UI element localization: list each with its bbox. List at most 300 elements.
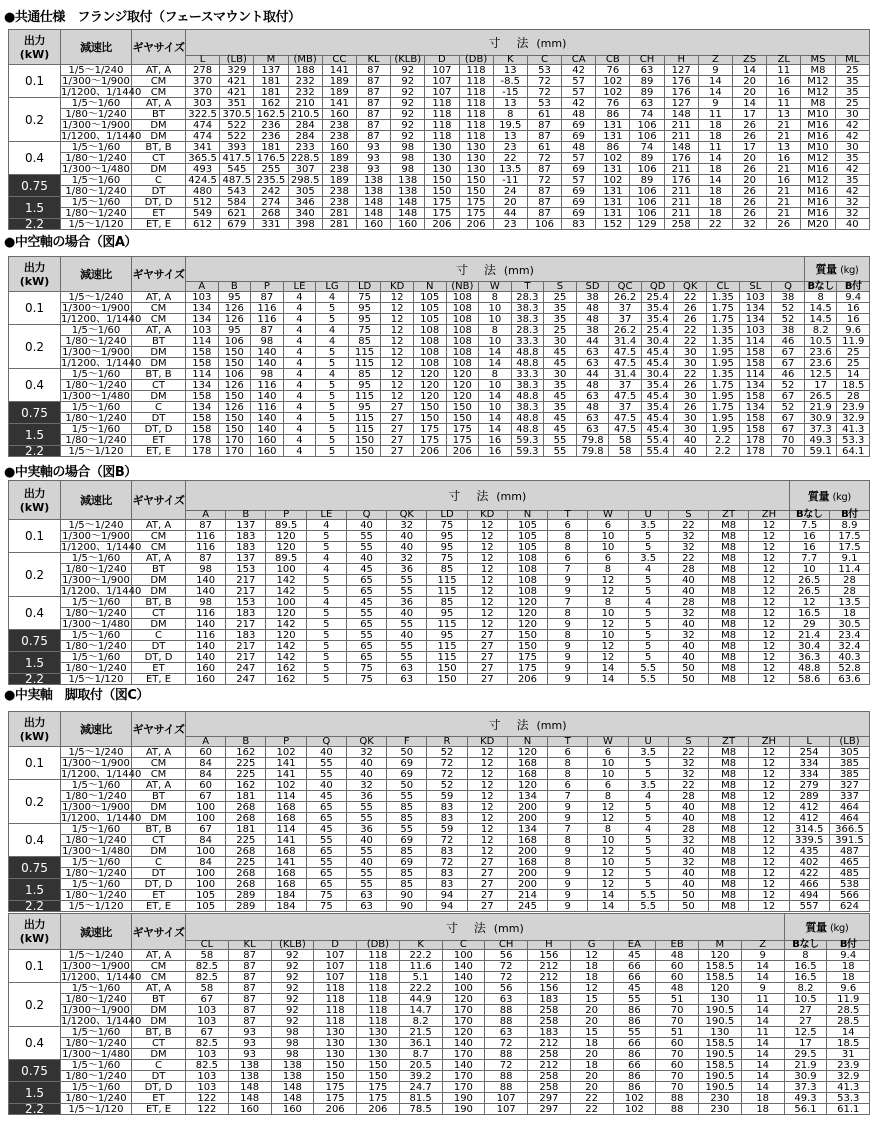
value-cell: M8: [709, 619, 749, 630]
value-cell: 18: [741, 1104, 784, 1115]
value-cell: 12: [381, 347, 414, 358]
value-cell: 22: [674, 325, 707, 336]
value-cell: 70: [656, 1082, 699, 1093]
gear-size-cell: DT, D: [132, 1082, 186, 1093]
value-cell: 14: [479, 424, 512, 435]
value-cell: 1.35: [707, 369, 740, 380]
ratio-cell: 1/5～1/60: [61, 652, 132, 663]
value-cell: 14: [479, 347, 512, 358]
table-row: [9, 186, 870, 197]
value-cell: 116: [251, 303, 284, 314]
ratio-cell: 1/5～1/60: [61, 1082, 132, 1093]
value-cell: 106: [630, 164, 664, 175]
value-cell: 106: [630, 197, 664, 208]
value-cell: 150: [459, 175, 493, 186]
spec-table: [8, 480, 870, 685]
value-cell: 9: [548, 586, 588, 597]
value-cell: 20: [570, 1005, 613, 1016]
value-cell: 14: [698, 76, 732, 87]
ratio-header: 減速比: [61, 257, 132, 292]
value-cell: M12: [801, 87, 835, 98]
output-header: [9, 257, 61, 292]
value-cell: 35: [835, 76, 869, 87]
value-cell: 278: [186, 65, 220, 76]
value-cell: 11: [767, 65, 801, 76]
value-cell: 11: [741, 994, 784, 1005]
value-cell: 281: [322, 208, 356, 219]
value-cell: 26: [674, 314, 707, 325]
value-cell: 45: [544, 358, 577, 369]
column-header: ZT: [709, 511, 749, 520]
value-cell: 200: [507, 802, 547, 813]
value-cell: 305: [829, 747, 869, 758]
value-cell: 181: [254, 142, 288, 153]
value-cell: 297: [528, 1093, 571, 1104]
column-header: KL: [228, 941, 271, 950]
value-cell: 5: [306, 586, 346, 597]
value-cell: 118: [459, 65, 493, 76]
value-cell: 22: [668, 747, 708, 758]
value-cell: 235.5: [254, 175, 288, 186]
value-cell: 21: [767, 131, 801, 142]
value-cell: 140: [186, 641, 226, 652]
value-cell: 50: [668, 890, 708, 901]
column-header: LD: [427, 511, 467, 520]
spec-table-section: [8, 913, 869, 1115]
value-cell: 65: [306, 802, 346, 813]
value-cell: 40: [674, 446, 707, 457]
ratio-cell: 1/5～1/240: [61, 292, 132, 303]
value-cell: 175: [413, 435, 446, 446]
dimension-unit: (mm): [503, 263, 534, 277]
value-cell: 12: [749, 531, 789, 542]
value-cell: 624: [829, 901, 869, 912]
value-cell: 16.5: [784, 961, 827, 972]
value-cell: 103: [186, 1049, 229, 1060]
value-cell: 22: [668, 520, 708, 531]
value-cell: 55: [387, 824, 427, 835]
value-cell: 190.5: [699, 1049, 742, 1060]
column-header: W: [479, 282, 512, 292]
value-cell: 134: [739, 380, 772, 391]
output-kw-cell: 1.5: [9, 197, 61, 219]
table-row: [9, 303, 870, 314]
value-cell: 5: [306, 619, 346, 630]
value-cell: 156: [528, 983, 571, 994]
value-cell: 4: [306, 553, 346, 564]
value-cell: 67: [772, 424, 805, 435]
value-cell: 12: [467, 791, 507, 802]
value-cell: 115: [348, 413, 381, 424]
value-cell: 158.5: [699, 1038, 742, 1049]
value-cell: 115: [348, 358, 381, 369]
value-cell: 176: [664, 87, 698, 98]
column-header: U: [628, 511, 668, 520]
value-cell: 85: [387, 879, 427, 890]
value-cell: 45: [306, 791, 346, 802]
value-cell: 141: [266, 769, 306, 780]
value-cell: 87: [356, 76, 390, 87]
value-cell: 103: [739, 292, 772, 303]
gear-size-cell: DM: [132, 1049, 186, 1060]
value-cell: 168: [507, 835, 547, 846]
value-cell: 466: [789, 879, 829, 890]
value-cell: 35.4: [641, 314, 674, 325]
value-cell: 18: [698, 208, 732, 219]
value-cell: 176: [664, 175, 698, 186]
value-cell: M8: [709, 652, 749, 663]
column-header: H: [528, 941, 571, 950]
value-cell: 366.5: [829, 824, 869, 835]
value-cell: 118: [357, 961, 400, 972]
ratio-cell: 1/5～1/60: [61, 780, 132, 791]
value-cell: 86: [596, 109, 630, 120]
table-row: [9, 153, 870, 164]
value-cell: 27: [381, 413, 414, 424]
value-cell: 1.35: [707, 336, 740, 347]
table-row: [9, 347, 870, 358]
value-cell: 120: [507, 747, 547, 758]
table-row: [9, 520, 870, 531]
value-cell: 107: [485, 1093, 528, 1104]
value-cell: 92: [271, 994, 314, 1005]
dimension-header: [186, 257, 805, 282]
value-cell: 86: [613, 1049, 656, 1060]
ratio-cell: 1/300～1/900: [62, 119, 130, 131]
value-cell: 206: [507, 674, 547, 685]
value-cell: 212: [528, 972, 571, 983]
value-cell: M16: [801, 131, 835, 142]
value-cell: M8: [709, 868, 749, 879]
value-cell: 87: [228, 983, 271, 994]
value-cell: 181: [254, 76, 288, 87]
value-cell: 55: [387, 575, 427, 586]
value-cell: 18: [698, 197, 732, 208]
value-cell: 150: [218, 391, 251, 402]
value-cell: 72: [485, 1038, 528, 1049]
value-cell: 16.5: [784, 972, 827, 983]
value-cell: 279: [789, 780, 829, 791]
value-cell: 162: [266, 663, 306, 674]
value-cell: 105: [413, 314, 446, 325]
value-cell: 88: [485, 1016, 528, 1027]
value-cell: 126: [218, 303, 251, 314]
dimension-unit: (mm): [536, 37, 567, 50]
value-cell: 9: [698, 65, 732, 76]
value-cell: 55: [346, 802, 386, 813]
value-cell: 72: [527, 87, 561, 98]
value-cell: 53: [527, 98, 561, 109]
value-cell: 32: [668, 542, 708, 553]
value-cell: 118: [425, 98, 459, 109]
kw-unit-label: (kW): [19, 932, 50, 945]
value-cell: 225: [226, 835, 266, 846]
value-cell: 12: [467, 520, 507, 531]
value-cell: 12: [749, 564, 789, 575]
value-cell: 55: [346, 608, 386, 619]
value-cell: 4: [628, 791, 668, 802]
value-cell: 28: [829, 586, 869, 597]
value-cell: 50: [387, 780, 427, 791]
value-cell: 12: [749, 597, 789, 608]
output-kw-cell: 2.2: [9, 1104, 61, 1115]
value-cell: 10: [789, 564, 829, 575]
gear-size-cell: ET: [132, 1093, 186, 1104]
value-cell: 36.3: [789, 652, 829, 663]
ratio-cell: 1/300～1/480: [62, 618, 130, 630]
value-cell: 12.5: [784, 1027, 827, 1038]
value-cell: 55: [544, 435, 577, 446]
value-cell: 148: [356, 208, 390, 219]
value-cell: 584: [220, 197, 254, 208]
value-cell: 183: [226, 630, 266, 641]
value-cell: 141: [322, 65, 356, 76]
gear-size-cell: DM: [132, 120, 186, 131]
value-cell: 126: [218, 380, 251, 391]
value-cell: 120: [446, 380, 479, 391]
value-cell: 120: [266, 531, 306, 542]
value-cell: 189: [322, 175, 356, 186]
value-cell: 183: [528, 1027, 571, 1038]
value-cell: 150: [427, 674, 467, 685]
value-cell: 14: [741, 1082, 784, 1093]
dimension-unit: (mm): [493, 921, 524, 935]
value-cell: 12: [749, 846, 789, 857]
value-cell: 72: [485, 1060, 528, 1071]
value-cell: 102: [613, 1104, 656, 1115]
value-cell: 27: [381, 402, 414, 413]
gear-size-cell: DT: [132, 1071, 186, 1082]
value-cell: 120: [413, 380, 446, 391]
value-cell: 150: [218, 424, 251, 435]
value-cell: 63: [576, 413, 609, 424]
value-cell: 189: [322, 87, 356, 98]
value-cell: 103: [186, 292, 219, 303]
ratio-cell: 1/300～1/900: [62, 801, 130, 813]
value-cell: 8: [804, 292, 837, 303]
value-cell: 31.4: [609, 336, 642, 347]
value-cell: 150: [314, 1071, 357, 1082]
value-cell: 130: [699, 994, 742, 1005]
value-cell: 102: [596, 153, 630, 164]
value-cell: 70: [772, 446, 805, 457]
value-cell: 87: [527, 197, 561, 208]
table-row: [9, 630, 870, 641]
value-cell: 87: [527, 131, 561, 142]
ratio-cell: 1/80～1/240: [61, 641, 132, 652]
output-kw-cell: 0.2: [9, 983, 61, 1027]
value-cell: 12: [749, 674, 789, 685]
ratio-cell: 1/5～1/60: [61, 369, 132, 380]
value-cell: 30.5: [829, 619, 869, 630]
value-cell: 69: [387, 758, 427, 769]
value-cell: 40: [346, 857, 386, 868]
value-cell: 268: [226, 802, 266, 813]
value-cell: M8: [709, 758, 749, 769]
section-title: ●中実軸 脚取付（図C）: [4, 688, 149, 703]
value-cell: 17: [733, 142, 767, 153]
value-cell: M8: [801, 65, 835, 76]
value-cell: 87: [251, 292, 284, 303]
value-cell: 5: [316, 435, 349, 446]
value-cell: 140: [442, 961, 485, 972]
value-cell: 6: [548, 520, 588, 531]
ratio-cell: 1/80～1/240: [61, 336, 132, 347]
column-header: T: [548, 737, 588, 747]
value-cell: 107: [314, 972, 357, 983]
value-cell: 5: [316, 358, 349, 369]
gear-size-cell: CT: [132, 608, 186, 619]
value-cell: 69: [562, 186, 596, 197]
value-cell: 18: [698, 131, 732, 142]
value-cell: 4: [283, 292, 316, 303]
value-cell: 118: [357, 994, 400, 1005]
value-cell: 12: [467, 824, 507, 835]
value-cell: 3.5: [628, 747, 668, 758]
value-cell: 12: [749, 769, 789, 780]
value-cell: 65: [346, 586, 386, 597]
value-cell: 7: [548, 791, 588, 802]
column-header: M: [254, 56, 288, 65]
output-label: 出力: [23, 33, 46, 47]
value-cell: 67: [772, 358, 805, 369]
mass-b-with-header: B付: [827, 941, 870, 950]
value-cell: 63: [387, 674, 427, 685]
value-cell: 142: [266, 575, 306, 586]
value-cell: 120: [699, 983, 742, 994]
gear-size-cell: CM: [132, 758, 186, 769]
value-cell: 92: [391, 87, 425, 98]
value-cell: 134: [739, 303, 772, 314]
value-cell: 168: [266, 846, 306, 857]
value-cell: 12: [467, 747, 507, 758]
ratio-cell: 1/5～1/60: [61, 142, 132, 153]
gear-size-cell: BT, B: [132, 142, 186, 153]
dimension-header: [186, 30, 870, 56]
value-cell: 12: [467, 813, 507, 824]
ratio-cell: 1/5～1/240: [61, 747, 132, 758]
column-header: (LB): [829, 737, 869, 747]
value-cell: 217: [226, 586, 266, 597]
value-cell: 66: [613, 972, 656, 983]
value-cell: 12: [381, 303, 414, 314]
value-cell: 150: [314, 1060, 357, 1071]
value-cell: 27: [381, 446, 414, 457]
value-cell: 5: [316, 446, 349, 457]
value-cell: 95: [348, 380, 381, 391]
table-row: [9, 369, 870, 380]
value-cell: 30.9: [804, 413, 837, 424]
value-cell: 170: [442, 1082, 485, 1093]
value-cell: 114: [739, 336, 772, 347]
value-cell: 69: [562, 208, 596, 219]
table-row: [9, 391, 870, 402]
value-cell: 25: [544, 325, 577, 336]
value-cell: 26.2: [609, 292, 642, 303]
value-cell: 72: [527, 76, 561, 87]
value-cell: 305: [288, 186, 322, 197]
value-cell: 12: [467, 835, 507, 846]
column-header: C: [527, 56, 561, 65]
value-cell: 126: [218, 402, 251, 413]
value-cell: 70: [772, 435, 805, 446]
value-cell: 118: [459, 109, 493, 120]
value-cell: 55: [613, 994, 656, 1005]
value-cell: 45: [346, 564, 386, 575]
value-cell: 158: [186, 347, 219, 358]
value-cell: 14: [827, 1027, 870, 1038]
value-cell: 118: [314, 1016, 357, 1027]
value-cell: 115: [348, 391, 381, 402]
value-cell: 26.5: [804, 391, 837, 402]
value-cell: 13: [493, 131, 527, 142]
value-cell: 512: [186, 197, 220, 208]
value-cell: 30: [674, 358, 707, 369]
value-cell: 130: [357, 1027, 400, 1038]
value-cell: 63: [576, 347, 609, 358]
column-header: K: [493, 56, 527, 65]
gear-size-cell: DM: [132, 619, 186, 630]
value-cell: 14: [733, 65, 767, 76]
value-cell: 6: [548, 747, 588, 758]
value-cell: 30.4: [641, 336, 674, 347]
mass-unit: (kg): [840, 265, 859, 276]
ratio-cell: 1/80～1/240: [61, 1093, 132, 1104]
column-header: B: [218, 282, 251, 292]
value-cell: 75: [306, 901, 346, 912]
value-cell: 32: [668, 769, 708, 780]
value-cell: 150: [425, 186, 459, 197]
value-cell: 212: [528, 1060, 571, 1071]
value-cell: 142: [266, 641, 306, 652]
value-cell: 50: [668, 901, 708, 912]
gear-size-cell: ET, E: [132, 674, 186, 685]
value-cell: 327: [829, 780, 869, 791]
ratio-cell: 1/5～1/60: [61, 402, 132, 413]
value-cell: 87: [186, 520, 226, 531]
value-cell: 150: [357, 1060, 400, 1071]
value-cell: 289: [226, 901, 266, 912]
value-cell: 92: [391, 120, 425, 131]
value-cell: 55: [387, 619, 427, 630]
value-cell: 55.4: [641, 435, 674, 446]
value-cell: M8: [709, 674, 749, 685]
value-cell: 102: [596, 175, 630, 186]
table-row: [9, 575, 870, 586]
value-cell: 95: [427, 630, 467, 641]
value-cell: 95: [348, 303, 381, 314]
value-cell: 211: [664, 197, 698, 208]
output-kw-cell: 0.1: [9, 950, 61, 983]
value-cell: 9: [548, 868, 588, 879]
value-cell: 75: [348, 325, 381, 336]
value-cell: 49.3: [804, 435, 837, 446]
gear-size-cell: BT: [132, 109, 186, 120]
value-cell: 25.4: [641, 325, 674, 336]
ratio-cell: 1/300～1/900: [62, 75, 130, 87]
value-cell: 92: [271, 961, 314, 972]
column-header: N: [507, 737, 547, 747]
value-cell: 9.4: [837, 292, 870, 303]
value-cell: 5: [316, 391, 349, 402]
column-header: S: [668, 511, 708, 520]
gear-size-cell: CM: [132, 87, 186, 98]
table-row: [9, 553, 870, 564]
value-cell: 108: [446, 325, 479, 336]
gear-size-cell: C: [132, 630, 186, 641]
value-cell: 32: [668, 835, 708, 846]
value-cell: 20: [570, 1071, 613, 1082]
